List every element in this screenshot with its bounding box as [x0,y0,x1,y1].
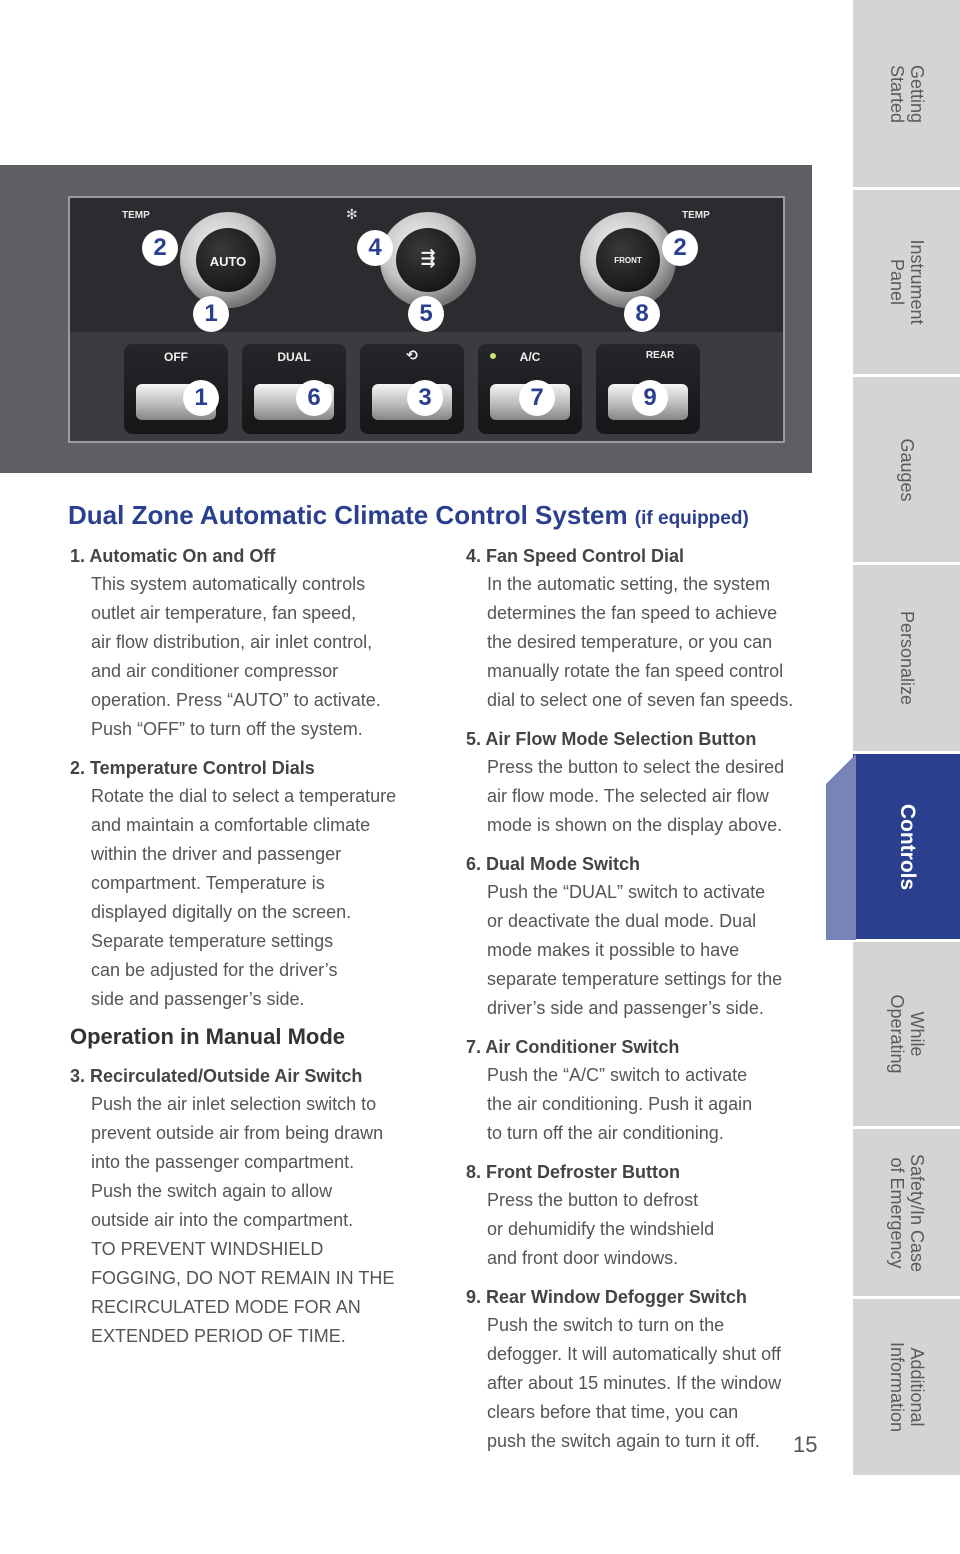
temp-label-left: TEMP [122,210,150,221]
tab-label: Additional Information [886,1341,927,1433]
recirculation-icon: ⟲ [406,347,418,363]
item-heading: 2. Temperature Control Dials [70,758,315,778]
list-item [70,754,440,1014]
item-body: Rotate the dial to select a temperature and maintain a comfortable climate within the driver and passenger compartment. Temperature is displayed digitally on the screen. Separate temperature settings can be adjusted for the driver’s side and passenger’s side. [91,786,397,1009]
item-body: Push the air inlet selection switch to prevent outside air from being drawn into the passenger compartment. Push the switch again to allow outside air into the compartment. TO PREVENT WINDSHIELD FOGGING, DO NOT REMAIN IN THE RECIRCULATED MODE FOR AN EXTENDED PERIOD OF TIME. [91,1094,395,1346]
item-body: Push the “A/C” switch to activate the air conditioning. Push it again to turn off the air conditioning. [487,1065,753,1143]
callout-number: 2 [142,230,178,266]
list-item [466,1283,816,1456]
list-item [466,1033,816,1148]
item-body: Push the “DUAL” switch to activate or deactivate the dual mode. Dual mode makes it possible to have separate temperature settings for the driver’s side and passenger’s side. [487,882,783,1018]
tab-while-operating[interactable] [853,942,960,1129]
tab-gauges[interactable] [853,377,960,565]
tab-controls[interactable] [853,754,960,942]
tab-label: Getting Started [886,64,927,123]
section-heading: Operation in Manual Mode [70,1024,346,1049]
button-label: A/C [519,350,541,364]
callout-number: 8 [624,296,660,332]
list-item [466,850,816,1023]
tab-instrument-panel[interactable] [853,190,960,377]
tab-additional-information[interactable] [853,1299,960,1478]
left-column [70,542,440,1361]
button-label: DUAL [277,350,311,364]
title-qualifier: (if equipped) [634,508,749,529]
dial-face [396,228,460,292]
item-heading: 7. Air Conditioner Switch [466,1037,680,1057]
callout-number: 9 [632,380,668,416]
dial-face [596,228,660,292]
item-heading: 9. Rear Window Defogger Switch [466,1287,747,1307]
active-tab-wedge [826,754,856,940]
button-label: OFF [164,350,188,364]
tab-label: Gauges [896,437,917,502]
tab-label: Safety/In Case of Emergency [886,1153,927,1272]
button-label: REAR [645,350,675,361]
chapter-tabs [853,0,960,1478]
item-heading: 8. Front Defroster Button [466,1162,680,1182]
item-body: In the automatic setting, the system determines the fan speed to achieve the desired temperature, or you can manually rotate the fan speed control dial to select one of seven fan speeds. [487,574,794,710]
airflow-mode-icon: ⇶ [420,248,436,268]
callout-number: 1 [183,380,219,416]
callout-number: 5 [408,296,444,332]
tab-personalize[interactable] [853,565,960,754]
callout-number: 2 [662,230,698,266]
item-heading: 4. Fan Speed Control Dial [466,546,685,566]
callout-number: 3 [407,380,443,416]
dial-face [196,228,260,292]
item-body: Press the button to defrost or dehumidify the windshield and front door windows. [487,1190,715,1268]
callout-number: 7 [519,380,555,416]
callout-number: 4 [357,230,393,266]
page-number: 15 [793,1432,818,1457]
list-item [466,1158,816,1273]
tab-label: Controls [895,803,919,890]
page-title [68,500,828,531]
fan-icon: ✻ [346,206,358,222]
item-body: Push the switch to turn on the defogger. It will automatically shut off after about 15 minutes. If the window clears before that time, you can push the switch again to turn it off. [487,1315,782,1451]
dual-switch [242,344,346,434]
list-item [466,725,816,840]
title-main: Dual Zone Automatic Climate Control System [68,500,628,530]
fan-speed-dial [380,212,476,308]
item-body: Press the button to select the desired air flow mode. The selected air flow mode is shown on the display above. [487,757,785,835]
tab-getting-started[interactable] [853,0,960,190]
tab-label: While Operating [886,994,927,1074]
temperature-dial-right [580,212,676,308]
callout-number: 6 [296,380,332,416]
list-item [70,542,440,744]
climate-panel-photo [0,165,812,473]
item-heading: 3. Recirculated/Outside Air Switch [70,1066,363,1086]
auto-label: AUTO [209,254,247,269]
item-heading: 5. Air Flow Mode Selection Button [466,729,757,749]
item-heading: 6. Dual Mode Switch [466,854,641,874]
tab-safety-emergency[interactable] [853,1129,960,1299]
list-item [70,1062,440,1351]
tab-label: Personalize [896,610,917,706]
footer-strip [0,1478,960,1554]
item-body: This system automatically controls outlet air temperature, fan speed, air flow distribution, air inlet control, and air conditioner compressor operation. Press “AUTO” to activate. Push “OFF” to turn off the system. [91,574,381,739]
item-heading: 1. Automatic On and Off [70,546,276,566]
callout-number: 1 [193,296,229,332]
right-column [466,542,816,1466]
tab-label: Instrument Panel [886,239,927,325]
front-defrost-label: FRONT [614,256,642,265]
list-item [466,542,816,715]
temperature-dial-left [180,212,276,308]
temp-label-right: TEMP [682,210,710,221]
